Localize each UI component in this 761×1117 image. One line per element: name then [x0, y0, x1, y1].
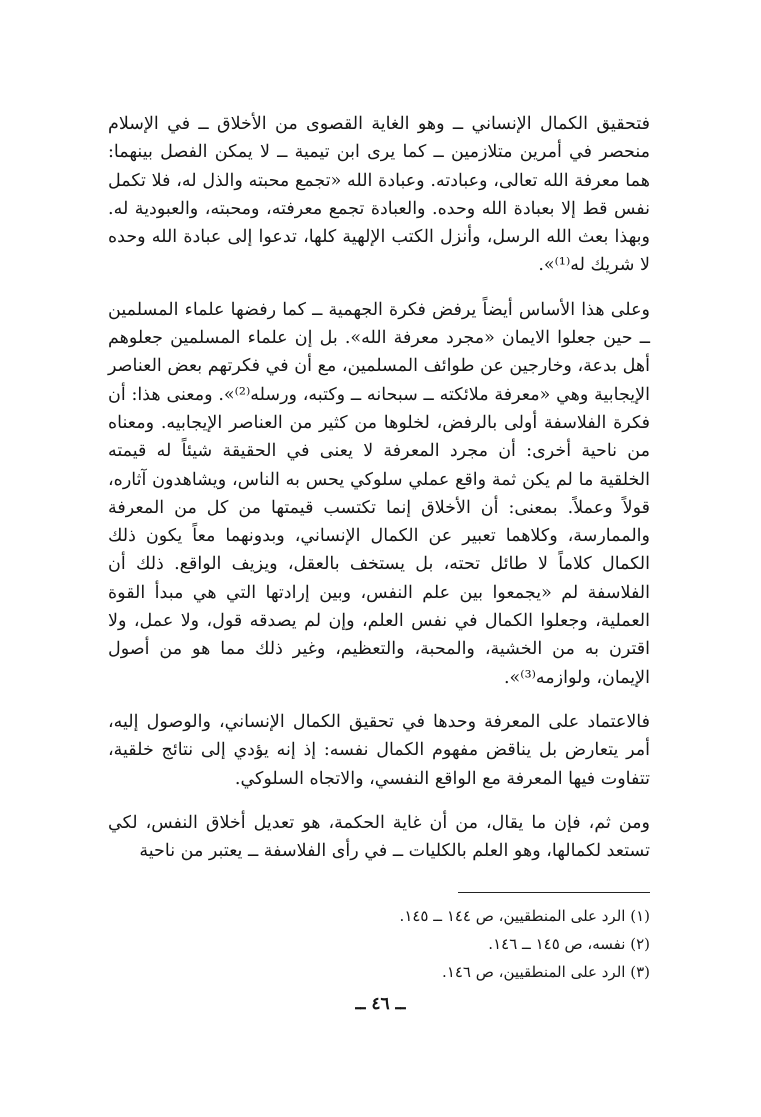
main-text — [108, 110, 650, 865]
footnote-divider — [458, 892, 650, 893]
footnote-2: (٢) نفسه، ص ١٤٥ ــ ١٤٦. — [488, 935, 650, 953]
paragraph-3: فالاعتماد على المعرفة وحدها في تحقيق الكمال الإنساني، والوصول إليه، أمر يتعارض بل يناقض مفهوم الكمال نفسه: إذ إنه يؤدي إلى نتائج خلقية، تتفاوت فيها المعرفة مع الواقع النفسي، والاتجاه السلوكي. — [108, 711, 650, 789]
page-number: ــ ٤٦ ــ — [355, 994, 406, 1014]
paragraph-1: فتحقيق الكمال الإنساني ــ وهو الغاية القصوى من الأخلاق ــ في الإسلام منحصر في أمرين متلازمين ــ كما يرى ابن تيمية ــ لا يمكن الفصل بينهما: هما معرفة الله تعالى، وعبادته. وعبادة الله «تجمع محبته والذل له، فلا تكمل نفس قط إلا بعبادة الله وحده. والعبادة تجمع معرفته، ومحبته، والعبودية له. وبهذا بعث الله الرسل، وأنزل الكتب الإلهية كلها، تدعوا إلى عبادة الله وحده لا شريك له⁽¹⁾». — [108, 114, 650, 276]
footnote-3: (٣) الرد على المنطقيين، ص ١٤٦. — [442, 963, 650, 981]
footnotes — [108, 902, 650, 986]
paragraph-4: ومن ثم، فإن ما يقال، من أن غاية الحكمة، هو تعديل أخلاق النفس، لكي تستعد لكمالها، وهو العلم بالكليات ــ في رأى الفلاسفة ــ يعتبر من ناحية — [108, 812, 650, 862]
footnote-1: (١) الرد على المنطقيين، ص ١٤٤ ــ ١٤٥. — [399, 907, 650, 925]
paragraph-2: وعلى هذا الأساس أيضاً يرفض فكرة الجهمية ــ كما رفضها علماء المسلمين ــ حين جعلوا الايمان «مجرد معرفة الله». بل إن علماء المسلمين جعلوهم أهل بدعة، وخارجين عن طوائف المسلمين، مع أن في فكرتهم بعض العناصر الإيجابية وهي «معرفة ملائكته ــ سبحانه ــ وكتبه، ورسله⁽²⁾». ومعنى هذا: أن فكرة الفلاسفة أولى بالرفض، لخلوها من كثير من العناصر الإيجابيه. ومعناه من ناحية أخرى: أن مجرد المعرفة لا يعنى في الحقيقة شيئاً له قيمته الخلقية ما لم يكن ثمة واقع عملي سلوكي يحس به الناس، ويشاهدون آثاره، قولاً وعملاً. بمعنى: أن الأخلاق إنما تكتسب قيمتها من كل من المعرفة والممارسة، وكلاهما تعبير عن الكمال الإنساني، وبدونهما معاً يكون ذلك الكمال كلاماً لا طائل تحته، بل يستخف بالعقل، ويزيف الواقع. ذلك أن الفلاسفة لم «يجمعوا بين علم النفس، وبين إرادتها التي هي مبدأ القوة العملية، وجعلوا الكمال في نفس العلم، وإن لم يصدقه قول، ولا عمل، ولا اقترن به من الخشية، والمحبة، والتعظيم، وغير ذلك مما هو من أصول الإيمان، ولوازمه⁽³⁾». — [108, 299, 650, 688]
